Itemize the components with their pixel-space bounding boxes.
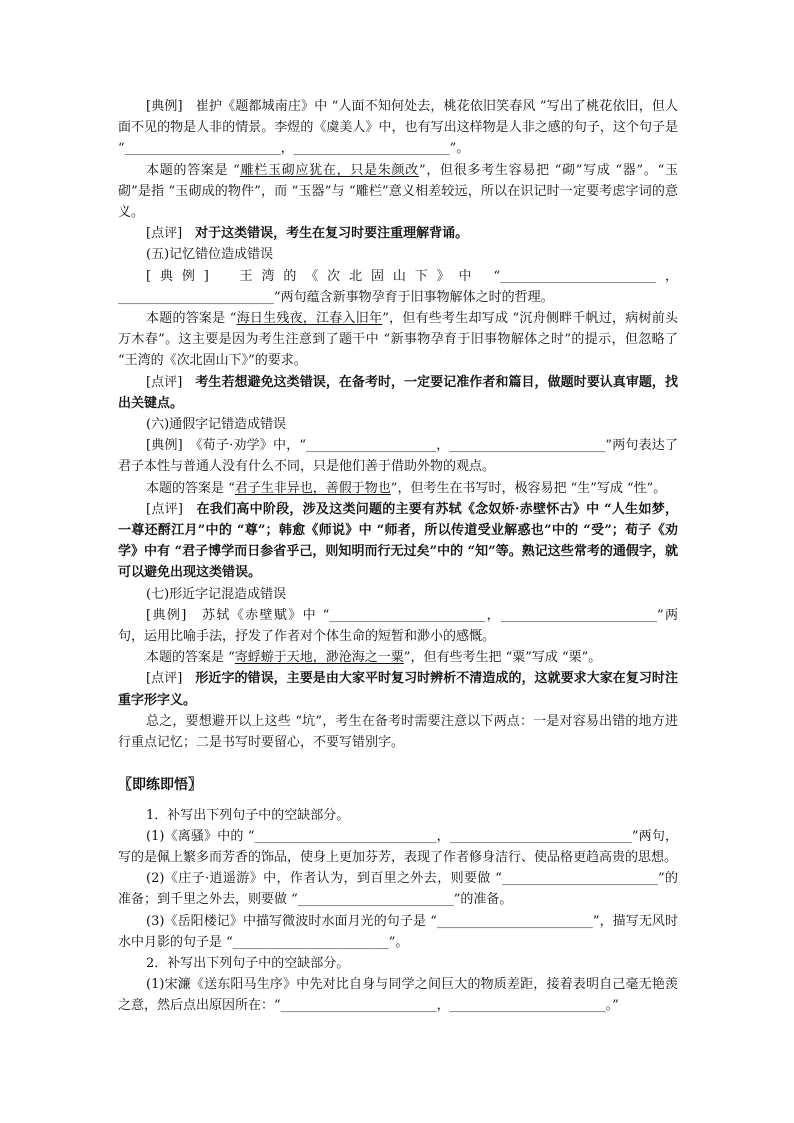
paragraph-text: 本题的答案是 “ xyxy=(146,162,240,178)
paragraph-text: [点评] xyxy=(146,374,196,390)
explanation-block xyxy=(118,96,683,753)
paragraph-text: (五)记忆错位造成错误 xyxy=(146,247,274,263)
paragraph-rev5 xyxy=(118,372,678,414)
paragraph-text: [点评] xyxy=(146,501,197,517)
paragraph-text: ”，但有些考生把 “粟”写成 “栗”。 xyxy=(403,650,602,666)
paragraph-text: [点评] xyxy=(146,226,196,242)
paragraph-text: [点评] xyxy=(146,671,196,687)
paragraph-text: 本题的答案是 “ xyxy=(146,650,235,666)
paragraph-text: ”，但有些考生却写成 “沉舟侧畔千帆过，病树前头万木春”。这主要是因为考生注意到了题干中 “新事物孕育于旧事物解体之时”的提示，但忽略了 “王湾的《次北固山下》”的要求。 xyxy=(118,311,683,369)
paragraph-sum xyxy=(118,711,678,753)
exercise-item: (2)《庄子·逍遥游》中，作者认为，到百里之外去，则要做 “________________________”的准备；到千里之外去，则要做 “________________________”的准备。 xyxy=(118,871,678,908)
paragraph-ans5 xyxy=(118,308,683,372)
paragraph-text: [典例] 苏轼《赤壁赋》中 “________________________，________________________”两句，运用比喻手法，抒发了作者对个体生命的短暂和渺小的感慨。 xyxy=(118,607,678,645)
paragraph-text: 本题的答案是 “ xyxy=(146,480,235,496)
answer-underlined: 雕栏玉砌应犹在，只是朱颜改 xyxy=(239,162,419,178)
paragraph-text: [典例] 崔护《题都城南庄》中 “人面不知何处去，桃花依旧笑春风 ”写出了桃花依旧，但人面不见的物是人非的情景。李煜的《虞美人》中，也有写出这样物是人非之感的句子，这个句子是 “________________________，________________________”。 xyxy=(118,99,683,157)
paragraph-text: (六)通假字记错造成错误 xyxy=(146,417,287,433)
exercise-item: 1．补写出下列句子中的空缺部分。 xyxy=(146,807,350,823)
paragraph-h5 xyxy=(118,244,678,265)
answer-underlined: 君子生非异也，善假于物也 xyxy=(234,480,391,496)
exercise-item: 2．补写出下列句子中的空缺部分。 xyxy=(146,955,350,971)
paragraph-text: 本题的答案是 “ xyxy=(146,311,237,327)
paragraph-ex7 xyxy=(118,605,678,647)
section-title: 〖即练即悟〗 xyxy=(118,777,202,794)
review-text: 在我们高中阶段，涉及这类问题的主要有苏轼《念奴娇·赤壁怀古》中 “人生如梦，一尊还酹江月”中的 “尊”；韩愈《师说》中 “师者，所以传道受业解惑也”中的 “受”；荀子《劝学》中有 “君子博学而日参省乎己，则知明而行无过矣”中的 “知”等。熟记这些常考的通假字，就可以避免出现这类错误。 xyxy=(118,501,678,581)
answer-underlined: 海日生残夜，江春入旧年 xyxy=(236,311,383,327)
exercise-item: (3)《岳阳楼记》中描写微波时水面月光的句子是 “________________________”，描写无风时水中月影的句子是 “________________________”。 xyxy=(118,913,678,950)
paragraph-h6 xyxy=(118,414,678,435)
exercise-block xyxy=(118,805,678,1017)
paragraph-ans7 xyxy=(118,647,678,668)
review-text: 对于这类错误，考生在复习时要注重理解背诵。 xyxy=(195,226,469,242)
paragraph-text: ”，但很多考生容易把 “砌”写成 “器”。“玉砌”是指 “玉砌成的物件”，而 “玉器”与 “雕栏”意义相差较远，所以在识记时一定要考虑字词的意义。 xyxy=(118,162,678,221)
exercise-item: (1)《离骚》中的 “____________________________，____________________________”两句，写的是佩上繁多而芳香的饰品，使身上更加芬芳，表现了作者修身洁行、使品格更趋高贵的思想。 xyxy=(118,828,678,865)
document-page xyxy=(118,96,683,1017)
paragraph-ex4 xyxy=(118,96,683,160)
paragraph-ex6 xyxy=(118,435,678,477)
paragraph-rev6 xyxy=(118,499,678,584)
paragraph-text: 总之，要想避开以上这些 “坑”，考生在备考时需要注意以下两点：一是对容易出错的地方进行重点记忆；二是书写时要留心，不要写错别字。 xyxy=(118,713,678,751)
paragraph-ex5 xyxy=(118,266,678,308)
paragraph-rev7 xyxy=(118,668,678,710)
paragraph-ans4 xyxy=(118,160,678,224)
paragraph-text: ”，但考生在书写时，极容易把 “生”写成 “性”。 xyxy=(390,480,667,496)
paragraph-text: [典例] 王湾的《次北固山下》中 “________________________，________________________”两句蕴含新事物孕育于旧事物解体之时的哲理。 xyxy=(118,268,678,305)
paragraph-text: (七)形近字记混造成错误 xyxy=(146,586,287,602)
review-text: 考生若想避免这类错误，在备考时，一定要记准作者和篇目，做题时要认真审题，找出关键点。 xyxy=(118,374,678,411)
paragraph-text: [典例] 《荀子·劝学》中，“____________________，________________________”两句表达了君子本性与普通人没有什么不同，只是他们善于借助外物的观点。 xyxy=(118,438,678,475)
paragraph-ans6 xyxy=(118,478,678,499)
paragraph-h7 xyxy=(118,584,678,605)
exercise-item: (1)宋濂《送东阳马生序》中先对比自身与同学之间巨大的物质差距，接着表明自己毫无艳羡之意，然后点出原因所在：“________________________，________________________。” xyxy=(118,977,678,1014)
review-text: 形近字的错误，主要是由大家平时复习时辨析不清造成的，这就要求大家在复习时注重字形字义。 xyxy=(118,671,678,708)
answer-underlined: 寄蜉蝣于天地，渺沧海之一粟 xyxy=(234,650,404,666)
paragraph-rev4 xyxy=(118,223,678,244)
